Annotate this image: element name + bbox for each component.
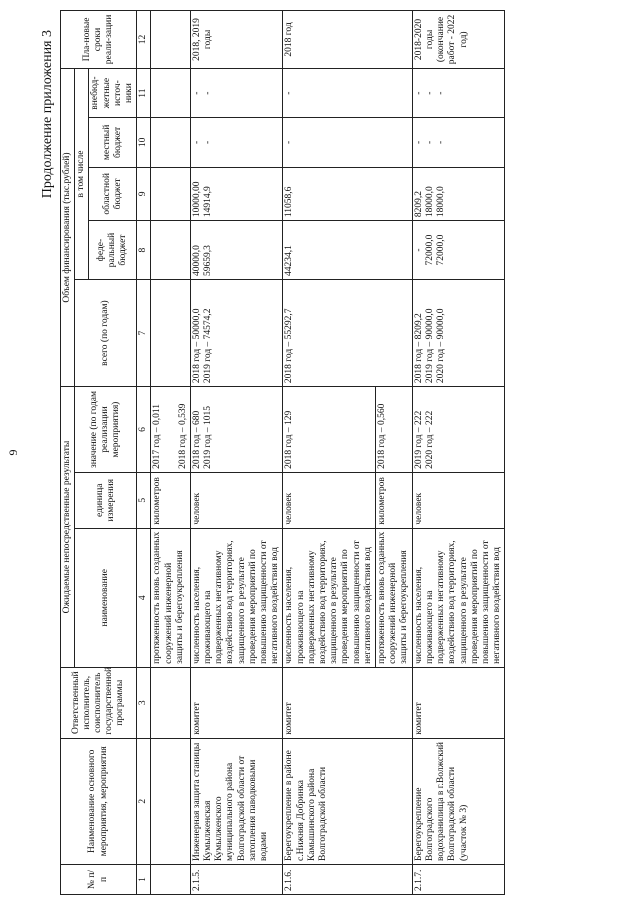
fin-offbudget: - <box>283 68 412 117</box>
header-result-value: значение (по годам реализации мероприятия) <box>75 387 137 473</box>
column-number: 5 <box>137 472 151 528</box>
responsible: комитет <box>283 667 412 738</box>
terms: 2018-2020 годы (окончание работ - 2022 год) <box>412 11 505 69</box>
column-number: 8 <box>137 221 151 280</box>
fin-federal: 40000,0 59659,3 <box>190 221 283 280</box>
header-fin-federal: феде-ральный бюджет <box>89 221 137 280</box>
header-row-1 <box>61 11 75 895</box>
header-responsible: Ответственный исполнитель, соисполнитель государственной программы <box>61 667 137 738</box>
column-number: 12 <box>137 11 151 69</box>
fin-total: 2018 год – 55292,7 <box>283 280 412 387</box>
result-unit: километров <box>376 472 413 528</box>
fin-total: 2018 год – 8209,2 2019 год – 90000,0 2020 год – 90000,0 <box>412 280 505 387</box>
header-fin-offbudget: внебюд-жетные источ-ники <box>89 68 137 117</box>
fin-regional: 10000,00 14914,9 <box>190 167 283 221</box>
page-number: 9 <box>6 449 20 456</box>
responsible: комитет <box>412 667 505 738</box>
header-fin-including: в том числе <box>75 68 89 279</box>
column-number: 4 <box>137 528 151 667</box>
measure-name: Берегоукрепление в районе с.Нижняя Добринка Камышинского района Волгоградской области <box>283 738 412 864</box>
header-no: № п/п <box>61 865 137 895</box>
column-number-row <box>137 11 151 895</box>
column-number: 10 <box>137 118 151 167</box>
measure-name: Берегоукрепление Волгоградского водохранилища в г.Волжский Волгоградской области (участок № 3) <box>412 738 505 864</box>
fin-offbudget: - - <box>190 68 283 117</box>
result-unit: километров <box>151 472 190 528</box>
column-number: 6 <box>137 387 151 473</box>
fin-local: - <box>283 118 412 167</box>
table-row <box>151 11 190 895</box>
header-result-unit: единица измерения <box>75 472 137 528</box>
fin-local: - - <box>190 118 283 167</box>
header-fin-total: всего (по годам) <box>75 280 137 387</box>
result-name: протяженность вновь созданных сооружений инженерной защиты и берегоукрепления <box>151 528 190 667</box>
result-values: 2019 год – 222 2020 год – 222 <box>412 387 505 473</box>
column-number: 7 <box>137 280 151 387</box>
result-values: 2018 год – 0,560 <box>376 387 413 473</box>
result-unit: человек <box>190 472 283 528</box>
header-fin-regional: областной бюджет <box>89 167 137 221</box>
header-terms: Пла-новые сроки реали-зации <box>61 11 137 69</box>
fin-federal: 44234,1 <box>283 221 412 280</box>
terms: 2018 год <box>283 11 412 69</box>
header-financing-group: Объем финансирования (тыс.рублей) <box>61 68 75 386</box>
result-values: 2018 год – 129 <box>283 387 376 473</box>
row-number: 2.1.5. <box>190 865 283 895</box>
table-row <box>283 11 376 895</box>
table-row <box>190 11 283 895</box>
result-values: 2017 год – 0,011 2018 год – 0,539 <box>151 387 190 473</box>
column-number: 3 <box>137 667 151 738</box>
header-results-group: Ожидаемые непосредственные результаты <box>61 387 75 668</box>
fin-offbudget: - - - <box>412 68 505 117</box>
appendix-caption: Продолжение приложения 3 <box>40 30 55 199</box>
measure-name: Инженерная защита станицы Кумылженская Кумылженского муниципального района Волгоградской области от затопления паводковыми водами <box>190 738 283 864</box>
fin-local: - - - <box>412 118 505 167</box>
header-fin-local: местный бюджет <box>89 118 137 167</box>
terms: 2018, 2019 годы <box>190 11 283 69</box>
result-values: 2018 год – 680 2019 год – 1015 <box>190 387 283 473</box>
header-name: Наименование основного мероприятия, мероприятия <box>61 738 137 864</box>
responsible: комитет <box>190 667 283 738</box>
header-result-name: наименование <box>75 528 137 667</box>
row-number: 2.1.6. <box>283 865 412 895</box>
fin-regional: 11058,6 <box>283 167 412 221</box>
column-number: 9 <box>137 167 151 221</box>
table-row <box>412 11 505 895</box>
result-unit: человек <box>412 472 505 528</box>
column-number: 11 <box>137 68 151 117</box>
result-name: протяженность вновь созданных сооружений инженерной защиты и берегоукрепления <box>376 528 413 667</box>
column-number: 2 <box>137 738 151 864</box>
result-unit: человек <box>283 472 376 528</box>
column-number: 1 <box>137 865 151 895</box>
result-name: численность населения, проживающего на подверженных негативному воздействию вод территориях, защищенного в результате проведения мероприятий по повышению защищенности от негативного воздействия вод <box>190 528 283 667</box>
row-number: 2.1.7. <box>412 865 505 895</box>
program-table <box>60 10 505 895</box>
result-name: численность населения, проживающего на подверженных негативному воздействию вод территориях, защищенного в результате проведения мероприятий по повышению защищенности от негативного воздействия вод <box>283 528 376 667</box>
fin-federal: - 72000,0 72000,0 <box>412 221 505 280</box>
fin-total: 2018 год – 50000,0 2019 год – 74574,2 <box>190 280 283 387</box>
fin-regional: 8209,2 18000,0 18000,0 <box>412 167 505 221</box>
result-name: численность населения, проживающего на подверженных негативному воздействию вод территориях, защищенного в результате проведения мероприятий по повышению защищенности от негативного воздействия вод <box>412 528 505 667</box>
